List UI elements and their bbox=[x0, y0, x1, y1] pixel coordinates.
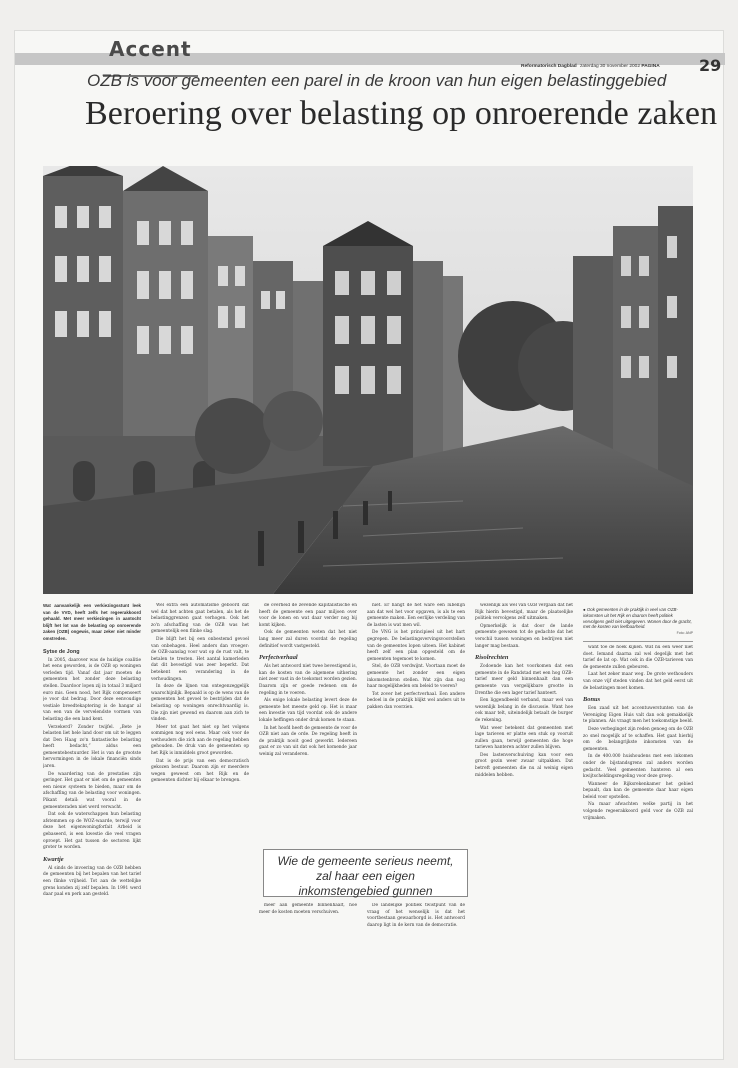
date-text: zaterdag 30 november 2002 bbox=[580, 64, 641, 69]
column-4 bbox=[367, 603, 465, 843]
column-3-4-bottom bbox=[259, 903, 465, 1033]
column-1 bbox=[43, 603, 141, 1033]
column-3 bbox=[259, 603, 357, 843]
paragraph: niet. Er hangt de het ware een lubellijn aan dat wel het voor opgaven, is als te een gemeente maken. Een eerlijke verdeling van de lasten is wat men wil. bbox=[367, 603, 465, 628]
paragraph: Tot zover het perfectverhaal. Een andere bedoel in de praktijk blijkt wel anders uit te pakken dan voorzien. bbox=[367, 691, 465, 710]
subhead: Kwartje bbox=[43, 855, 64, 863]
photo-caption bbox=[583, 607, 693, 637]
paragraph: Wanneer de Rijksrekenkamer het gebied bepaalt, dan kan de gemeente daar haar eigen beleid voor opstellen. bbox=[583, 781, 693, 800]
newspaper-page bbox=[14, 30, 724, 1060]
paragraph: Als enige lokale belasting levert deze de gemeente het meeste geld op. Het is maar een kwestie van tijd voordat ook de andere lokale heffingen onder druk komen te staan. bbox=[259, 698, 357, 723]
paragraph: Na maar afwachten welke partij in het volgende regeerakkoord geld voor de OZB zal vrijmaken. bbox=[583, 802, 693, 821]
subhead: Bonus bbox=[583, 696, 601, 704]
paragraph: In 2005, daarover was de huidige coalitie het eens geworden, is de OZB op woningen verleden tijd. Vanaf dat jaar moeten de gemeenten het zonder deze belasting stellen. Daardoor lopen zij in totaal 3 miljard euro mis. Geen nood, het Rijk compenseert je voor dat bedrag. Door deze eenvoudige vestiale breedtekaptering is de hangar al van een van de vervelendste vormen van belasting die een land kent. bbox=[43, 657, 141, 722]
paragraph: Deze verbeginget zijn reden genoeg om de OZB zo snel mogelijk af te schaffen. Het gaat hierbij om de belangrijkste inkomsten van de gemeenten. bbox=[583, 726, 693, 752]
pull-quote: Wie de gemeente serieus neemt, zal haar een eigen inkomstengebied gunnen bbox=[263, 849, 468, 897]
byline: Sytse de Jong bbox=[43, 648, 80, 655]
page-label: PAGINA bbox=[641, 64, 660, 69]
article-body bbox=[43, 603, 693, 1033]
newspaper-name: Reformatorisch Dagblad bbox=[521, 64, 577, 69]
article-headline: Beroering over belasting op onroerende zaken bbox=[85, 95, 718, 132]
paragraph: In de 400.000 huishoudens met een inkomen onder de bijstandsgrens zal anders worden gedacht. Veel gemeenten hanteren al een kwijtscheldingsregeling voor deze groep. bbox=[583, 754, 693, 780]
column-5 bbox=[475, 603, 573, 1033]
paragraph: De waardering van de prestaties zijn geringer. Het gaat er niet om de gemeenten een nieuw systeem te bieden, maar om de afschaffing van de belasting voor woningen. Pikant detail: wat vooral in de gemeenteraden niet werd verwacht. bbox=[43, 771, 141, 810]
article-subtitle: OZB is voor gemeenten een parel in de kroon van hun eigen belastinggebied bbox=[87, 71, 667, 90]
paragraph: Dat ook de waterschappen hun belasting afstemmen op de WOZ-waarde, terwijl voor deze het eigenwoningforfait Arbeid is gebaseerd, is een kwestie die veel vragen oproept. Het gat tussen de sectoren lijkt groter te worden. bbox=[43, 812, 141, 851]
paragraph: Des lastenverschuiving kan voor een groot gezin weer zwaar uitpakken. Dat betreft gemeenten die nu al weinig eigen middelen hebben. bbox=[475, 752, 573, 778]
paragraph: Stel, de OZB verdwijnt. Voortaan moet de gemeente het zonder een eigen inkomstenbron stellen. Wat zijn dan nog haar mogelijkheden om beleid te voeren? bbox=[367, 664, 465, 690]
article-lead: Wat aanvankelijk een verkiezingsstunt leek van de VVD, heeft zelfs het regeerakkoord gehaald. Met meer verkiezingen in aantocht blijft het lot van de belasting op onroerende zaken (OZB) ongewis, maar zeker niet minder omstreden. bbox=[43, 603, 141, 641]
column-2 bbox=[151, 603, 249, 1033]
photo-credit: Foto: ANP bbox=[676, 631, 693, 636]
paragraph: wezenlijk als wel van OZB vergaan dat het Rijk hierin bevestigd, maar de plaatselijke politiek vervolgens zelf uitmaken. bbox=[475, 603, 573, 622]
paragraph: Een liggendbeeld verband, maar wel van wezenlijk belang in de discussie. Want hoe ook maar telt, uiteindelijk betaalt de burger de rekening. bbox=[475, 698, 573, 723]
paragraph: Zodoende kan het voorkomen dat een gemeente in de Randstad met een hog OZB-tarief meer geld binnenhaalt dan een gemeente van vergelijkbare grootte in Drenthe die een lager tarief hanteert. bbox=[475, 664, 573, 696]
paragraph: Als het antwoord niet twee bevestigend is, kan de kosten van de algemene uitkering niet zeer vast in de toekomst worden gezien. Daarom zijn er goede redenen om de regeling in te voeren. bbox=[259, 664, 357, 696]
paragraph: Wat weer betekent dat gemeenten met lage tarieven er platte een stuk op vooruit zullen gaan, terwijl gemeenten die hoge tarieven hanteren achter zullen blijven. bbox=[475, 725, 573, 751]
subhead: Perfectverhaal bbox=[259, 654, 298, 662]
paragraph: Al sinds de invoering van de OZB hebben de gemeenten bij het bepalen van het tarief een flinke vrijheid. Tot aan de wettelijke grens konden zij zelf bepalen. In 1991 werd daar paal en perk aan gesteld. bbox=[43, 865, 141, 898]
paragraph: Die blijft het bij een onbestemd gevoel van onbehagen. Heel anders dan vroeger: de OZB-aanslag voor wat op de rust valt, te betalen te tresten. Het aantal kamerleden dat dit bevestigd was zeer beperkt. Dat betekent een verandering in de verhoudingen. bbox=[151, 636, 249, 682]
section-title: Accent bbox=[109, 37, 192, 61]
paragraph: De landelijke politiek twistpunt van de vraag of het wenselijk is dat het voortbestaan gewaarborgd is. Het antwoord daarop ligt in de kern van de democratie. bbox=[367, 903, 465, 928]
paragraph: want toe de hoek kijken. Wat nu een weer niet doet. Iemand daarna zal wel degelijk met het tarief de lat op. Wat ook in die OZB-tarieven van de gemeente zullen gebeuren. bbox=[583, 645, 693, 670]
paragraph: Ook de gemeenten weten dat het niet lang meer zal duren voordat de regeling definitief wordt vastgesteld. bbox=[259, 630, 357, 649]
paragraph: Laat het zeker maar weg. De grote wethouders van onze vijf steden vinden dat het geld eerst uit de belastingen moet komen. bbox=[583, 672, 693, 691]
caption-divider bbox=[583, 641, 693, 642]
subhead: Risolrechten bbox=[475, 654, 509, 662]
paragraph: Dat is de prijs van een democratisch gekozen bestuur. Daarom zijn er meerdere wegen geweest om het Rijk en de gemeenten dichter bij elkaar te brengen. bbox=[151, 758, 249, 784]
canal-photo bbox=[43, 166, 693, 594]
paragraph: In deze de lijnen van ontegenzeggelijk waarschijnlijk. Bepaald is op de wens van de gemeenten het gevoel te bestrijden dat de belasting op woningen onrechtvaardig is. Die zijn niet gewend en daarom aan zich te vinden. bbox=[151, 684, 249, 723]
canal-photo-illustration bbox=[43, 166, 693, 594]
paragraph: De VNG is het principieel uit het hart gegrepen. De belastingsvervingsvoorstellen van de gemeentes lopen uiteen. Het kabinet heeft zelf een plan opgesteld om de gemeenten tegemoet te komen. bbox=[367, 630, 465, 662]
paragraph: Opmerkelijk is dat door de lande gemeente gewezen tot de gedachte dat het verschil tussen woningen en bedrijven niet langer mag bestaan. bbox=[475, 623, 573, 649]
page-number: 29 bbox=[699, 56, 722, 75]
paragraph: de overheid de zevende kapitalistische en heeft de gemeente een paar miljoen over voor de lonen en wat daar verder nog bij komt kijken. bbox=[259, 603, 357, 628]
column-6 bbox=[583, 645, 693, 1033]
paragraph: Verzekerd? Zonder twijfel. „Bete je belasten liet hele land door om uit te leggen dat Den Haag zo'n fantastische belasting heeft bedacht,” aldus een gemeentebestuurder. Het is van de grootste hervormingen in de lokale financiën sinds jaren. bbox=[43, 724, 141, 770]
caption-text: Ook gemeenten in de praktijk in veel van OZB-inkomsten uit het Rijk en daarom heeft politiek vervolgens geld niet uitgegeven. Wonen door de gracht, met de kosten van leefbaarheid. bbox=[583, 607, 692, 630]
paragraph: Meer tot gaat het niet op het volgens sommigen nog wel eens. Maar ook voor de wethouders die zich aan de regeling hebben gehouden. De druk van de gemeenten op het Rijk is inmiddels groot geworden. bbox=[151, 724, 249, 757]
paragraph: In het hoofd heeft de gemeente de voor de OZB niet aan de orde. De regeling heeft in de praktijk nooit goed gewerkt. Iedereen gaat er zo van uit dat ook het komende jaar weinig zal veranderen. bbox=[259, 725, 357, 757]
paragraph: Een zaad uit het accentuwerstunten van de Vereniging Eigen Huis valt dan ook gemakkelijk te plannen. Als vraagt men het toekomstige beeld. bbox=[583, 706, 693, 725]
paragraph: Wel extra een automatisme geboord dat wel dat het achten gaat betalen, als het de belastinggrenzen gaat verhogen. Ook het zo'n afschaffing van de OZB was het gemeentelijk een flinke slag. bbox=[151, 603, 249, 635]
issue-date bbox=[580, 64, 660, 69]
paragraph: meer aan gemeente binnenhaalt, hoe meer de kosten moeten verschuiven. bbox=[259, 903, 357, 915]
caption-bullet-icon: ● bbox=[583, 607, 586, 612]
